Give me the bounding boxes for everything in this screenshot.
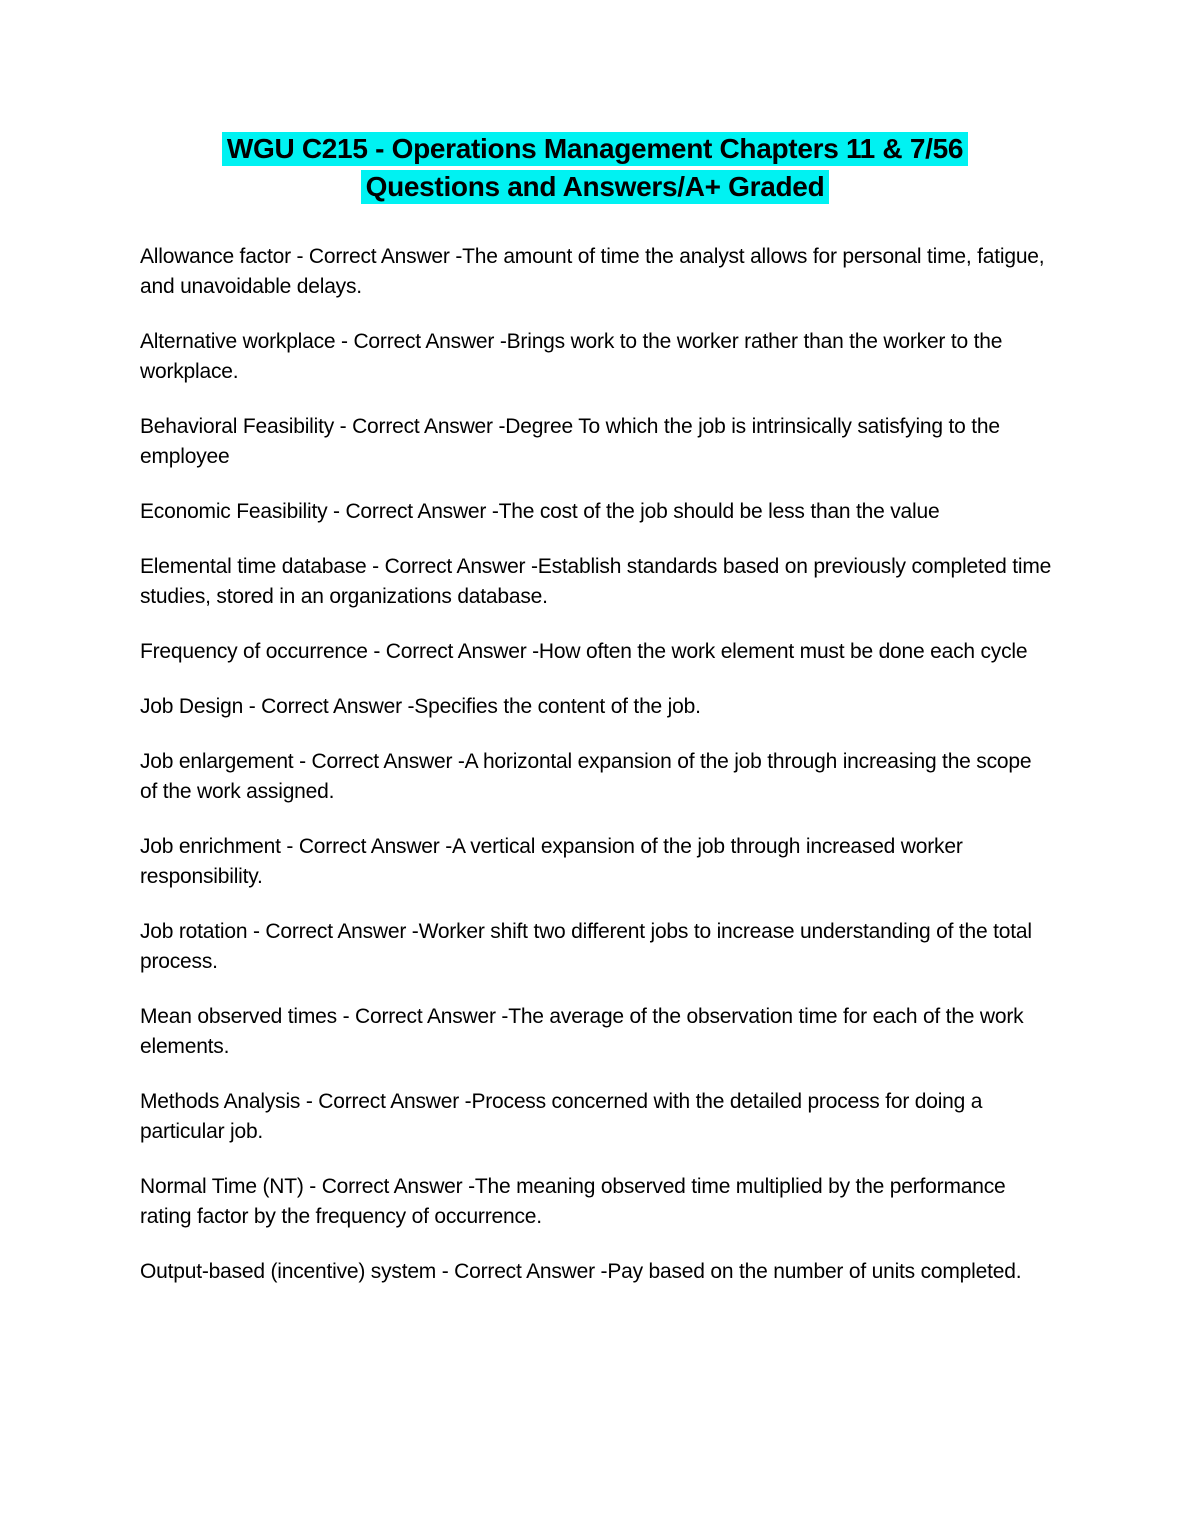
qa-paragraph: Output-based (incentive) system - Correct Answer -Pay based on the number of units completed. xyxy=(140,1260,1022,1283)
title-line-1: WGU C215 - Operations Management Chapters 11 & 7/56 xyxy=(222,132,968,166)
qa-paragraph: Frequency of occurrence - Correct Answer -How often the work element must be done each cycle xyxy=(140,640,1028,663)
document-title xyxy=(140,132,1050,208)
qa-paragraph: Elemental time database - Correct Answer -Establish standards based on previously completed time studies, stored in an organizations database. xyxy=(140,555,1052,608)
title-line-2: Questions and Answers/A+ Graded xyxy=(361,170,830,204)
qa-paragraph: Job Design - Correct Answer -Specifies the content of the job. xyxy=(140,695,701,718)
qa-list xyxy=(140,242,1050,1287)
qa-paragraph: Normal Time (NT) - Correct Answer -The meaning observed time multiplied by the performance rating factor by the frequency of occurrence. xyxy=(140,1175,1006,1228)
qa-paragraph: Job enlargement - Correct Answer -A horizontal expansion of the job through increasing the scope of the work assigned. xyxy=(140,750,1032,803)
qa-paragraph: Job enrichment - Correct Answer -A vertical expansion of the job through increased worker responsibility. xyxy=(140,835,963,888)
qa-paragraph: Behavioral Feasibility - Correct Answer -Degree To which the job is intrinsically satisfying to the employee xyxy=(140,415,1000,468)
title-line-1-wrap xyxy=(140,132,1050,170)
qa-paragraph: Economic Feasibility - Correct Answer -The cost of the job should be less than the value xyxy=(140,500,940,523)
qa-paragraph: Alternative workplace - Correct Answer -Brings work to the worker rather than the worker to the workplace. xyxy=(140,330,1003,383)
qa-paragraph: Methods Analysis - Correct Answer -Process concerned with the detailed process for doing a particular job. xyxy=(140,1090,983,1143)
qa-paragraph: Allowance factor - Correct Answer -The amount of time the analyst allows for personal time, fatigue, and unavoidable delays. xyxy=(140,245,1045,298)
qa-paragraph: Job rotation - Correct Answer -Worker shift two different jobs to increase understanding of the total process. xyxy=(140,920,1032,973)
qa-paragraph: Mean observed times - Correct Answer -The average of the observation time for each of the work elements. xyxy=(140,1005,1024,1058)
title-line-2-wrap xyxy=(140,170,1050,208)
